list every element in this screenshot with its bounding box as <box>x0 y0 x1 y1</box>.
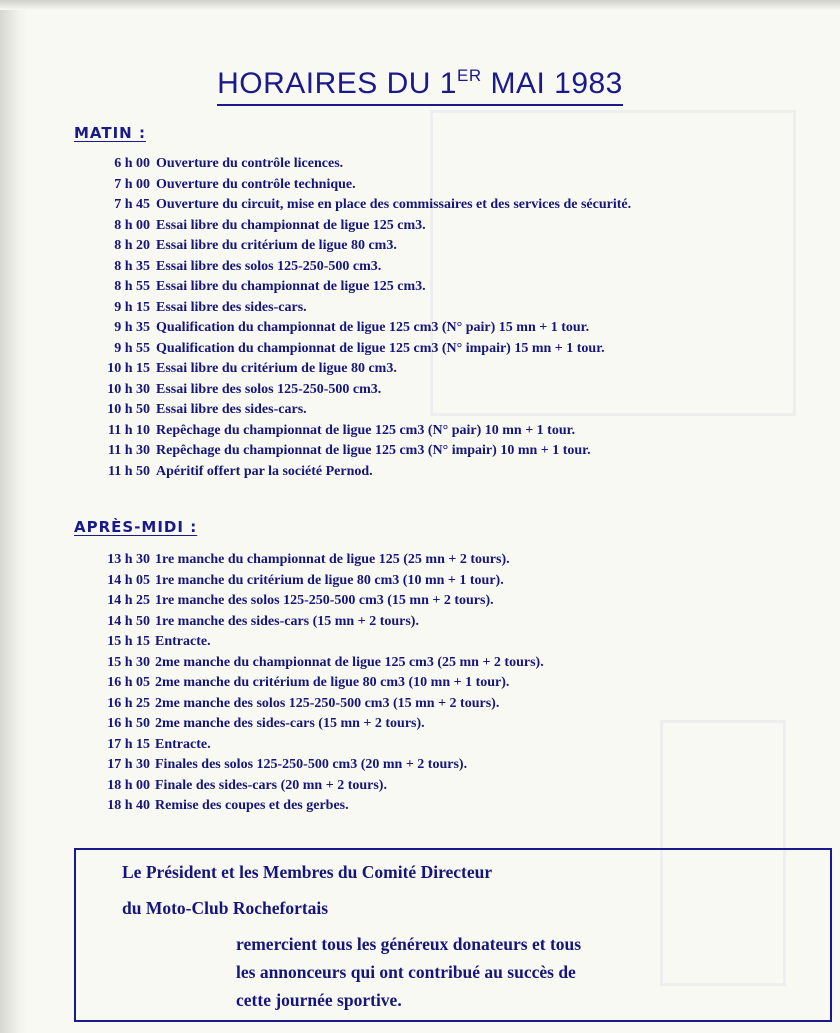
schedule-time: 6 h 00 <box>114 156 150 171</box>
page-title <box>0 66 840 106</box>
schedule-time: 8 h 35 <box>114 258 150 274</box>
schedule-event: 1re manche des solos 125-250-500 cm3 (15 mn + 2 tours). <box>155 593 494 608</box>
schedule-time: 8 h 20 <box>114 238 150 253</box>
schedule-time: 18 h 00 <box>107 777 150 793</box>
schedule-row <box>74 550 834 571</box>
schedule-row <box>74 735 834 756</box>
schedule-row <box>74 154 834 175</box>
schedule-time: 16 h 05 <box>107 675 150 690</box>
schedule-time: 16 h 50 <box>107 716 150 731</box>
morning-heading: MATIN : <box>74 124 146 142</box>
schedule-row <box>74 755 834 776</box>
schedule-row <box>74 216 834 237</box>
schedule-time: 7 h 45 <box>114 197 150 212</box>
schedule-event: Essai libre du championnat de ligue 125 cm3. <box>156 279 426 294</box>
schedule-event: 1re manche du championnat de ligue 125 (25 mn + 2 tours). <box>155 552 510 567</box>
page-top-shadow <box>0 0 840 10</box>
schedule-time: 15 h 30 <box>107 654 150 670</box>
schedule-time: 8 h 55 <box>114 279 150 294</box>
schedule-row <box>74 195 834 216</box>
schedule-time: 11 h 30 <box>107 443 150 458</box>
schedule-event: Entracte. <box>155 736 211 752</box>
schedule-time: 15 h 15 <box>107 634 150 649</box>
schedule-row <box>74 318 834 339</box>
schedule-time: 9 h 35 <box>114 320 150 335</box>
thanks-line-5: cette journée sportive. <box>236 990 402 1010</box>
schedule-row <box>74 796 834 817</box>
schedule-row <box>74 776 834 797</box>
schedule-row <box>74 673 834 694</box>
schedule-event: Finales des solos 125-250-500 cm3 (20 mn + 2 tours). <box>155 757 468 772</box>
schedule-row <box>74 694 834 715</box>
schedule-time: 9 h 55 <box>114 340 150 356</box>
schedule-time: 10 h 15 <box>107 361 150 376</box>
schedule-time: 16 h 25 <box>107 695 150 711</box>
schedule-time: 14 h 05 <box>107 572 150 588</box>
schedule-row <box>74 612 834 633</box>
title-date-text: MAI 1983 <box>481 67 623 100</box>
schedule-event: 2me manche des solos 125-250-500 cm3 (15 mn + 2 tours). <box>155 695 500 711</box>
schedule-row <box>74 632 834 653</box>
schedule-row <box>74 175 834 196</box>
schedule-row <box>74 591 834 612</box>
schedule-event: Qualification du championnat de ligue 125 cm3 (N° pair) 15 mn + 1 tour. <box>156 320 590 335</box>
schedule-event: Essai libre des solos 125-250-500 cm3. <box>156 381 382 397</box>
schedule-row <box>74 653 834 674</box>
thanks-line-1: Le Président et les Membres du Comité Directeur <box>122 862 493 882</box>
page-edge-shadow <box>0 0 28 1033</box>
schedule-event: Qualification du championnat de ligue 125 cm3 (N° impair) 15 mn + 1 tour. <box>156 340 605 356</box>
schedule-event: 1re manche du critérium de ligue 80 cm3 (10 mn + 1 tour). <box>155 572 504 588</box>
schedule-time: 14 h 50 <box>107 613 150 629</box>
schedule-row <box>74 359 834 380</box>
schedule-time: 11 h 10 <box>107 422 150 438</box>
schedule-time: 18 h 40 <box>107 798 150 813</box>
schedule-event: Entracte. <box>155 634 211 649</box>
schedule-time: 17 h 30 <box>107 757 150 772</box>
schedule-event: Ouverture du circuit, mise en place des commissaires et des services de sécurité. <box>156 197 632 212</box>
schedule-row <box>74 257 834 278</box>
schedule-event: Essai libre des sides-cars. <box>156 402 307 417</box>
schedule-row <box>74 298 834 319</box>
schedule-row <box>74 380 834 401</box>
schedule-time: 7 h 00 <box>114 176 150 192</box>
schedule-row <box>74 400 834 421</box>
schedule-row <box>74 462 834 483</box>
morning-schedule <box>74 154 834 482</box>
schedule-event: Essai libre du critérium de ligue 80 cm3. <box>156 361 397 376</box>
schedule-event: 1re manche des sides-cars (15 mn + 2 tours). <box>155 613 419 629</box>
schedule-event: Essai libre des solos 125-250-500 cm3. <box>156 258 382 274</box>
schedule-time: 9 h 15 <box>114 299 150 315</box>
schedule-time: 14 h 25 <box>107 593 150 608</box>
schedule-event: Apéritif offert par la société Pernod. <box>156 463 373 479</box>
afternoon-heading: APRÈS-MIDI : <box>74 518 198 536</box>
schedule-row <box>74 339 834 360</box>
schedule-event: Remise des coupes et des gerbes. <box>155 798 349 813</box>
thanks-line-3: remercient tous les généreux donateurs et tous <box>236 934 582 954</box>
thanks-line-2: du Moto-Club Rochefortais <box>122 898 329 918</box>
thanks-box <box>74 848 832 1022</box>
schedule-time: 8 h 00 <box>114 217 150 233</box>
schedule-row <box>74 714 834 735</box>
schedule-row <box>74 277 834 298</box>
schedule-event: Ouverture du contrôle technique. <box>156 176 356 192</box>
schedule-time: 17 h 15 <box>107 736 150 752</box>
schedule-row <box>74 441 834 462</box>
schedule-time: 10 h 50 <box>107 402 150 417</box>
thanks-line-4: les annonceurs qui ont contribué au succès de <box>236 962 576 982</box>
afternoon-schedule <box>74 550 834 817</box>
schedule-event: Essai libre du championnat de ligue 125 cm3. <box>156 217 426 233</box>
schedule-event: 2me manche du championnat de ligue 125 cm3 (25 mn + 2 tours). <box>155 654 544 670</box>
title-superscript: ER <box>457 66 482 85</box>
schedule-row <box>74 571 834 592</box>
schedule-time: 11 h 50 <box>107 463 150 479</box>
schedule-event: Repêchage du championnat de ligue 125 cm3 (N° pair) 10 mn + 1 tour. <box>156 422 576 438</box>
title-main-text: HORAIRES DU 1 <box>217 67 457 100</box>
schedule-event: Finale des sides-cars (20 mn + 2 tours). <box>155 777 387 793</box>
schedule-time: 10 h 30 <box>107 381 150 397</box>
schedule-event: Ouverture du contrôle licences. <box>156 156 344 171</box>
schedule-event: Essai libre des sides-cars. <box>156 299 307 315</box>
schedule-event: 2me manche du critérium de ligue 80 cm3 (10 mn + 1 tour). <box>155 675 510 690</box>
schedule-event: 2me manche des sides-cars (15 mn + 2 tours). <box>155 716 425 731</box>
schedule-time: 13 h 30 <box>107 552 150 567</box>
schedule-row <box>74 236 834 257</box>
schedule-row <box>74 421 834 442</box>
schedule-event: Repêchage du championnat de ligue 125 cm3 (N° impair) 10 mn + 1 tour. <box>156 443 591 458</box>
schedule-event: Essai libre du critérium de ligue 80 cm3. <box>156 238 397 253</box>
